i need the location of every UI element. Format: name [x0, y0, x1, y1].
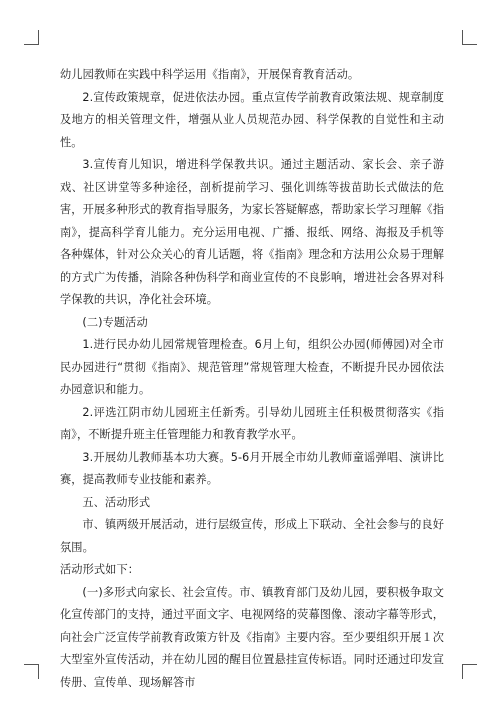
section-heading-special-activities: (二)专题活动	[82, 315, 148, 329]
paragraph-continued: 幼儿园教师在实践中科学运用《指南》，开展保育教育活动。	[60, 68, 360, 81]
section-heading-activity-forms: 五、活动形式	[82, 495, 151, 509]
crop-mark-bottom-left	[24, 664, 39, 679]
paragraph-head-teacher-selection: 2.评选江阴市幼儿园班主任新秀。引导幼儿园班主任积极贯彻落实《指南》，不断提升班主任管理能力和教育教学水平。	[60, 405, 444, 441]
paragraph-publicity-forms: (一)多形式向家长、社会宣传。市、镇教育部门及幼儿园，要积极争取文化宣传部门的支持，通过平面文字、电视网络的荧幕图像、滚动字幕等形式，向社会广泛宣传学前教育政策方针及《指南》主要内容。至少要组织开展１次大型室外宣传活动，并在幼儿园的醒目位置悬挂宣传标语。同时还通过印发宣传册、宣传单、现场解答市	[60, 585, 444, 689]
paragraph-parenting-knowledge: 3.宣传育儿知识，增进科学保教共识。通过主题活动、家长会、亲子游戏、社区讲堂等多种途径，剖析提前学习、强化训练等拔苗助长式做法的危害，开展多种形式的教育指导服务，为家长答疑解惑，帮助家长学习理解《指南》，提高科学育儿能力。充分运用电视、广播、报纸、网络、海报及手机等各种媒体，针对公众关心的育儿话题，将《指南》理念和方法用公众易于理解的方式广为传播，消除各种伪科学和商业宣传的不良影响，增进社会各界对科学保教的共识，净化社会环境。	[60, 158, 444, 306]
paragraph-skills-contest: 3.开展幼儿教师基本功大赛。5-6月开展全市幼儿教师童谣弹唱、演讲比赛，提高教师专业技能和素养。	[60, 450, 444, 486]
document-body	[60, 64, 444, 694]
paragraph-forms-intro: 活动形式如下：	[60, 563, 140, 576]
paragraph-policy: 2.宣传政策规章，促进依法办园。重点宣传学前教育政策法规、规章制度及地方的相关管理文件，增强从业人员规范办园、科学保教的自觉性和主动性。	[60, 90, 444, 149]
crop-mark-top-right	[462, 30, 477, 45]
paragraph-two-level-activities: 市、镇两级开展活动，进行层级宣传，形成上下联动、全社会参与的良好氛围。	[60, 518, 444, 554]
paragraph-private-kindergarten-check: 1.进行民办幼儿园常规管理检查。6月上旬，组织公办园(师傅园)对全市民办园进行“贯彻《指南》、规范管理”常规管理大检查，不断提升民办园依法办园意识和能力。	[60, 338, 444, 396]
crop-mark-bottom-right	[462, 664, 477, 679]
crop-mark-top-left	[24, 30, 39, 45]
